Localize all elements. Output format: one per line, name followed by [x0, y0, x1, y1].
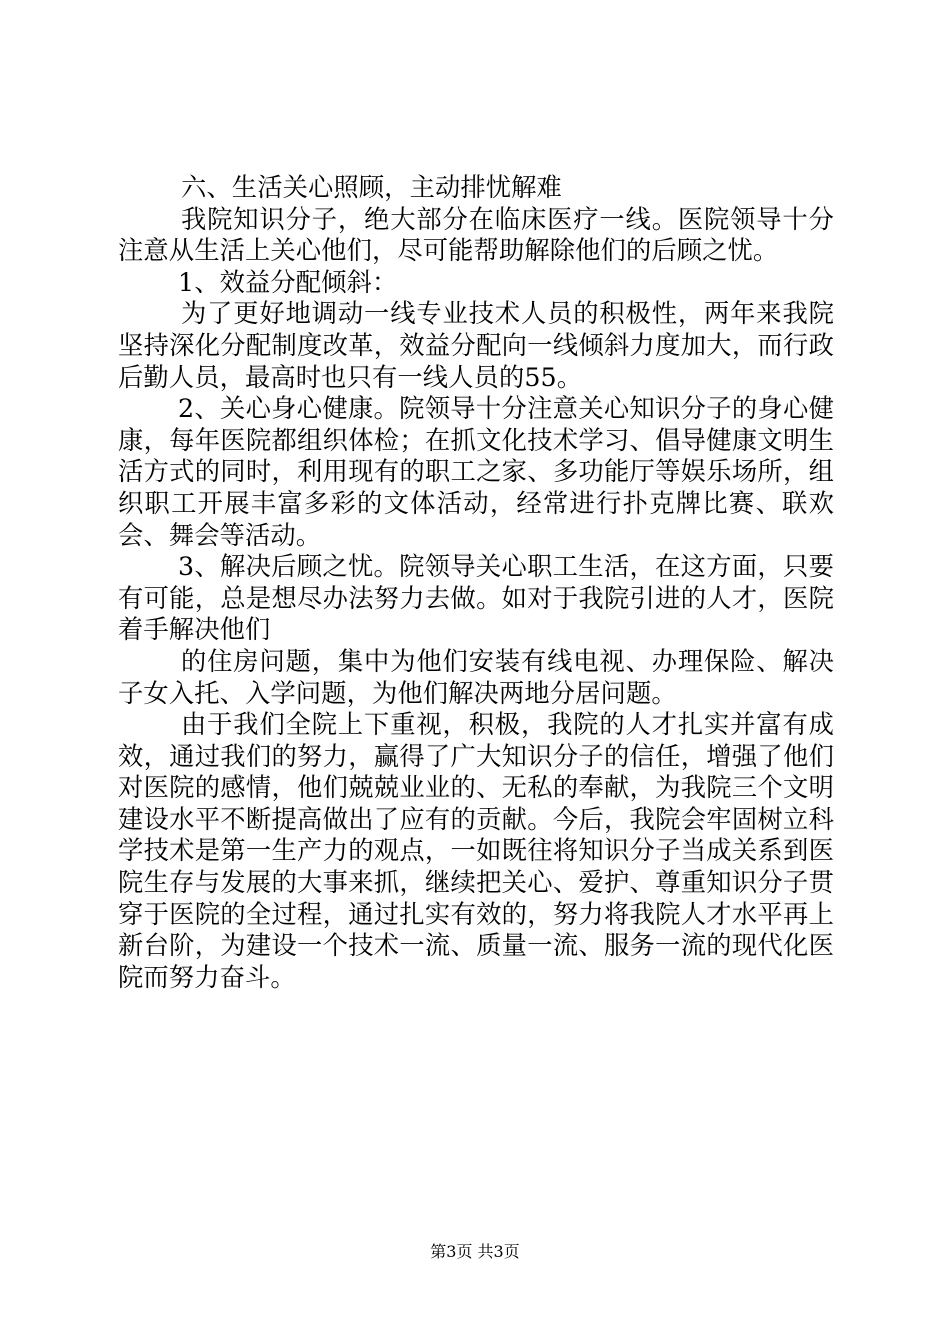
body-paragraph: 由于我们全院上下重视，积极，我院的人才扎实并富有成效，通过我们的努力，赢得了广大知识分子的信任，增强了他们对医院的感情，他们兢兢业业的、无私的奉献，为我院三个文明建设水平不断提高做出了应有的贡献。今后，我院会牢固树立科学技术是第一生产力的观点，一如既往将知识分子当成关系到医院生存与发展的大事来抓，继续把关心、爱护、尊重知识分子贯穿于医院的全过程，通过扎实有效的，努力将我院人才水平再上新台阶，为建设一个技术一流、质量一流、服务一流的现代化医院而努力奋斗。: [118, 710, 834, 992]
subsection-heading: 1、效益分配倾斜：: [178, 267, 398, 297]
body-paragraph: 3、解决后顾之忧。院领导关心职工生活，在这方面，只要有可能，总是想尽办法努力去做。如对于我院引进的人才，医院着手解决他们: [118, 552, 834, 645]
document-body: [118, 172, 834, 993]
body-paragraph: 我院知识分子，绝大部分在临床医疗一线。医院领导十分注意从生活上关心他们，尽可能帮助解除他们的后顾之忧。: [118, 204, 834, 266]
body-paragraph: 2、关心身心健康。院领导十分注意关心知识分子的身心健康，每年医院都组织体检；在抓文化技术学习、倡导健康文明生活方式的同时，利用现有的职工之家、多功能厅等娱乐场所，组织职工开展丰富多彩的文体活动，经常进行扑克牌比赛、联欢会、舞会等活动。: [118, 394, 834, 550]
page-number: 第3页 共3页: [430, 1242, 520, 1261]
section-heading: 六、生活关心照顾，主动排忧解难: [181, 173, 562, 202]
body-paragraph: 的住房问题，集中为他们安装有线电视、办理保险、解决子女入托、入学问题，为他们解决两地分居问题。: [118, 646, 834, 708]
body-paragraph: 为了更好地调动一线专业技术人员的积极性，两年来我院坚持深化分配制度改革，效益分配向一线倾斜力度加大，而行政后勤人员，最高时也只有一线人员的55。: [118, 299, 834, 392]
